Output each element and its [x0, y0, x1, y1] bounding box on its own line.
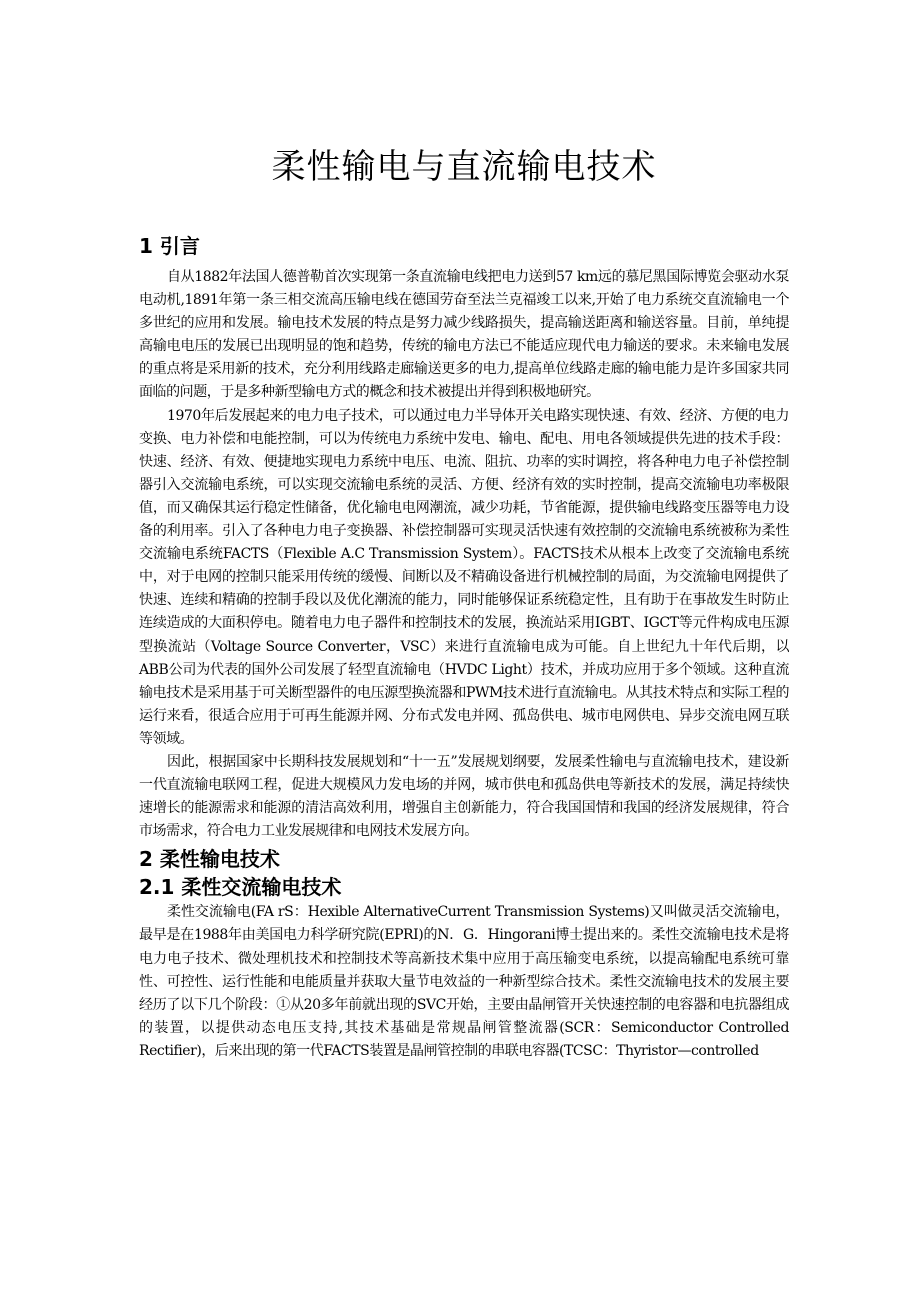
paragraph-intro-conclusion: 因此，根据国家中长期科技发展规划和“十一五”发展规划纲要，发展柔性输电与直流输电技术，建设新一代直流输电联网工程，促进大规模风力发电场的并网，城市供电和孤岛供电等新技术的发展，满足持续快速增长的能源需求和能源的清洁高效利用，增强自主创新能力，符合我国国情和我国的经济发展规律，符合市场需求，符合电力工业发展规律和电网技术发展方向。 [139, 753, 789, 840]
section-heading-flexible-transmission: 2 柔性输电技术 [139, 847, 280, 872]
section-heading-introduction: 1 引言 [139, 234, 200, 258]
section-introduction [139, 232, 789, 1063]
paragraph-intro-power-electronics: 1970年后发展起来的电力电子技术，可以通过电力半导体开关电路实现快速、有效、经济、方便的电力变换、电力补偿和电能控制，可以为传统电力系统中发电、输电、配电、用电各领域提供先进的技术手段：快速、经济、有效、便捷地实现电力系统中电压、电流、阻抗、功率的实时调控，将各种电力电子补偿控制器引入交流输电系统，可以实现交流输电系统的灵活、方便、经济有效的实时控制，提高交流输电功率极限值，而又确保其运行稳定性储备，优化输电电网潮流，减少功耗，节省能源，提供输电线路变压器等电力设备的利用率。引入了各种电力电子变换器、补偿控制器可实现灵活快速有效控制的交流输电系统被称为柔性交流输电系统FACTS（Flexible A.C Transmission System）。FACTS技术从根本上改变了交流输电系统中，对于电网的控制只能采用传统的缓慢、间断以及不精确设备进行机械控制的局面，为交流输电网提供了快速、连续和精确的控制手段以及优化潮流的能力，同时能够保证系统稳定性，且有助于在事故发生时防止连续造成的大面积停电。随着电力电子器件和控制技术的发展，换流站采用IGBT、IGCT等元件构成电压源型换流站（Voltage Source Converter，VSC）来进行直流输电成为可能。自上世纪九十年代后期，以ABB公司为代表的国外公司发展了轻型直流输电（HVDC Light）技术，并成功应用于多个领域。这种直流输电技术是采用基于可关断型器件的电压源型换流器和PWM技术进行直流输电。从其技术特点和实际工程的运行来看，很适合应用于可再生能源并网、分布式发电并网、孤岛供电、城市电网供电、异步交流电网互联等领域。 [139, 407, 789, 747]
paragraph-intro-history: 自从1882年法国人德普勒首次实现第一条直流输电线把电力送到57 km远的慕尼黑国际博览会驱动水泵电动机,1891年第一条三相交流高压输电线在德国劳奋至法兰克福竣工以来,开始了电力系统交直流输电一个多世纪的应用和发展。输电技术发展的特点是努力减少线路损失，提高输送距离和输送容量。目前，单纯提高输电电压的发展已出现明显的饱和趋势，传统的输电方法已不能适应现代电力输送的要求。未来输电发展的重点将是采用新的技术，充分利用线路走廊输送更多的电力,提高单位线路走廊的输电能力是许多国家共同面临的问题，于是多种新型输电方式的概念和技术被提出并得到积极地研究。 [139, 269, 789, 401]
subsection-heading-facts: 2.1 柔性交流输电技术 [139, 875, 342, 900]
document-title: 柔性输电与直流输电技术 [271, 147, 657, 187]
paragraph-facts-overview: 柔性交流输电(FA rS：Hexible AlternativeCurrent Transmission Systems)又叫做灵活交流输电，最早是在1988年由美国电力科学研究院(EPRI)的N．G．Hingorani博士提出来的。柔性交流输电技术是将电力电子技术、微处理机技术和控制技术等高新技术集中应用于高压输变电系统，以提高输配电系统可靠性、可控性、运行性能和电能质量并获取大量节电效益的一种新型综合技术。柔性交流输电技术的发展主要经历了以下几个阶段：①从20多年前就出现的SVC开始，主要由晶闸管开关快速控制的电容器和电抗器组成的装置，以提供动态电压支持,其技术基础是常规晶闸管整流器(SCR：Semiconductor Controlled Rectifier)，后来出现的第一代FACTS装置是晶闸管控制的串联电容器(TCSC：Thyristor—controlled [139, 904, 789, 1059]
